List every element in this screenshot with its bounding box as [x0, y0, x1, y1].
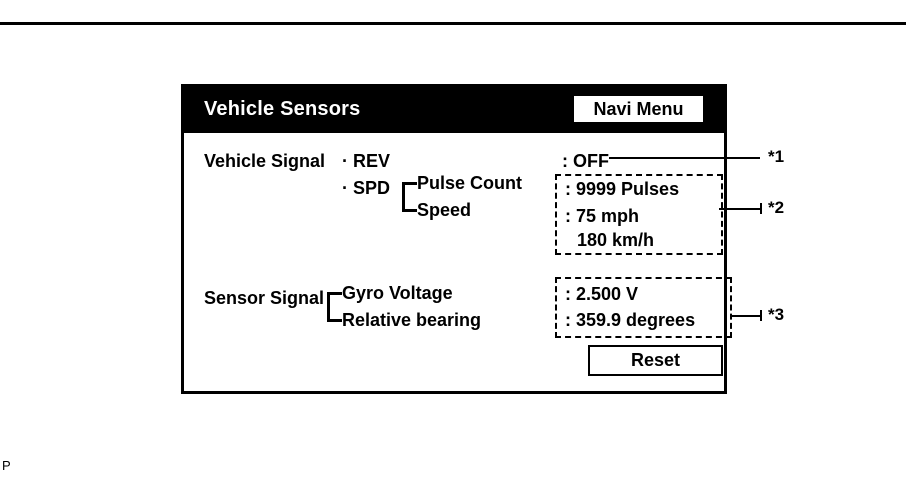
vehicle-sensors-screen — [181, 84, 727, 394]
spd-row-label: · SPD — [342, 178, 391, 198]
spd-brace-bracket — [402, 182, 417, 212]
speed-kmh-value: 180 km/h — [577, 230, 655, 250]
gyro-voltage-label: Gyro Voltage — [342, 283, 453, 303]
vehicle-signal-value-box — [555, 174, 723, 255]
page-title: Vehicle Sensors — [204, 98, 361, 120]
speed-mph-value: : 75 mph — [565, 206, 640, 226]
rev-row-label: · REV — [342, 151, 391, 171]
callout-marker-3: *3 — [768, 305, 785, 324]
callout-leader-line-2 — [719, 208, 761, 210]
pulse-count-label: Pulse Count — [417, 173, 523, 193]
page-corner-mark: P — [2, 458, 11, 473]
vehicle-signal-label: Vehicle Signal — [204, 151, 326, 171]
callout-marker-1: *1 — [768, 147, 785, 166]
speed-label: Speed — [417, 200, 472, 220]
callout-leader-tick-2 — [760, 203, 762, 214]
pulse-count-value: : 9999 Pulses — [565, 179, 680, 199]
gyro-voltage-value: : 2.500 V — [565, 284, 639, 304]
screen-header-bar — [184, 87, 724, 133]
callout-leader-line-1 — [609, 157, 760, 159]
rev-value: : OFF — [562, 151, 609, 171]
relative-bearing-value: : 359.9 degrees — [565, 310, 696, 330]
sensor-signal-label: Sensor Signal — [204, 288, 325, 308]
sensor-signal-value-box — [555, 277, 732, 338]
relative-bearing-label: Relative bearing — [342, 310, 482, 330]
callout-leader-line-3 — [731, 315, 761, 317]
callout-leader-tick-3 — [760, 310, 762, 321]
callout-marker-2: *2 — [768, 198, 785, 217]
navi-menu-button[interactable]: Navi Menu — [572, 94, 705, 124]
sensor-signal-brace-bracket — [327, 292, 342, 322]
screen-body — [184, 133, 724, 391]
top-divider-rule — [0, 22, 906, 25]
reset-button[interactable]: Reset — [588, 345, 723, 376]
